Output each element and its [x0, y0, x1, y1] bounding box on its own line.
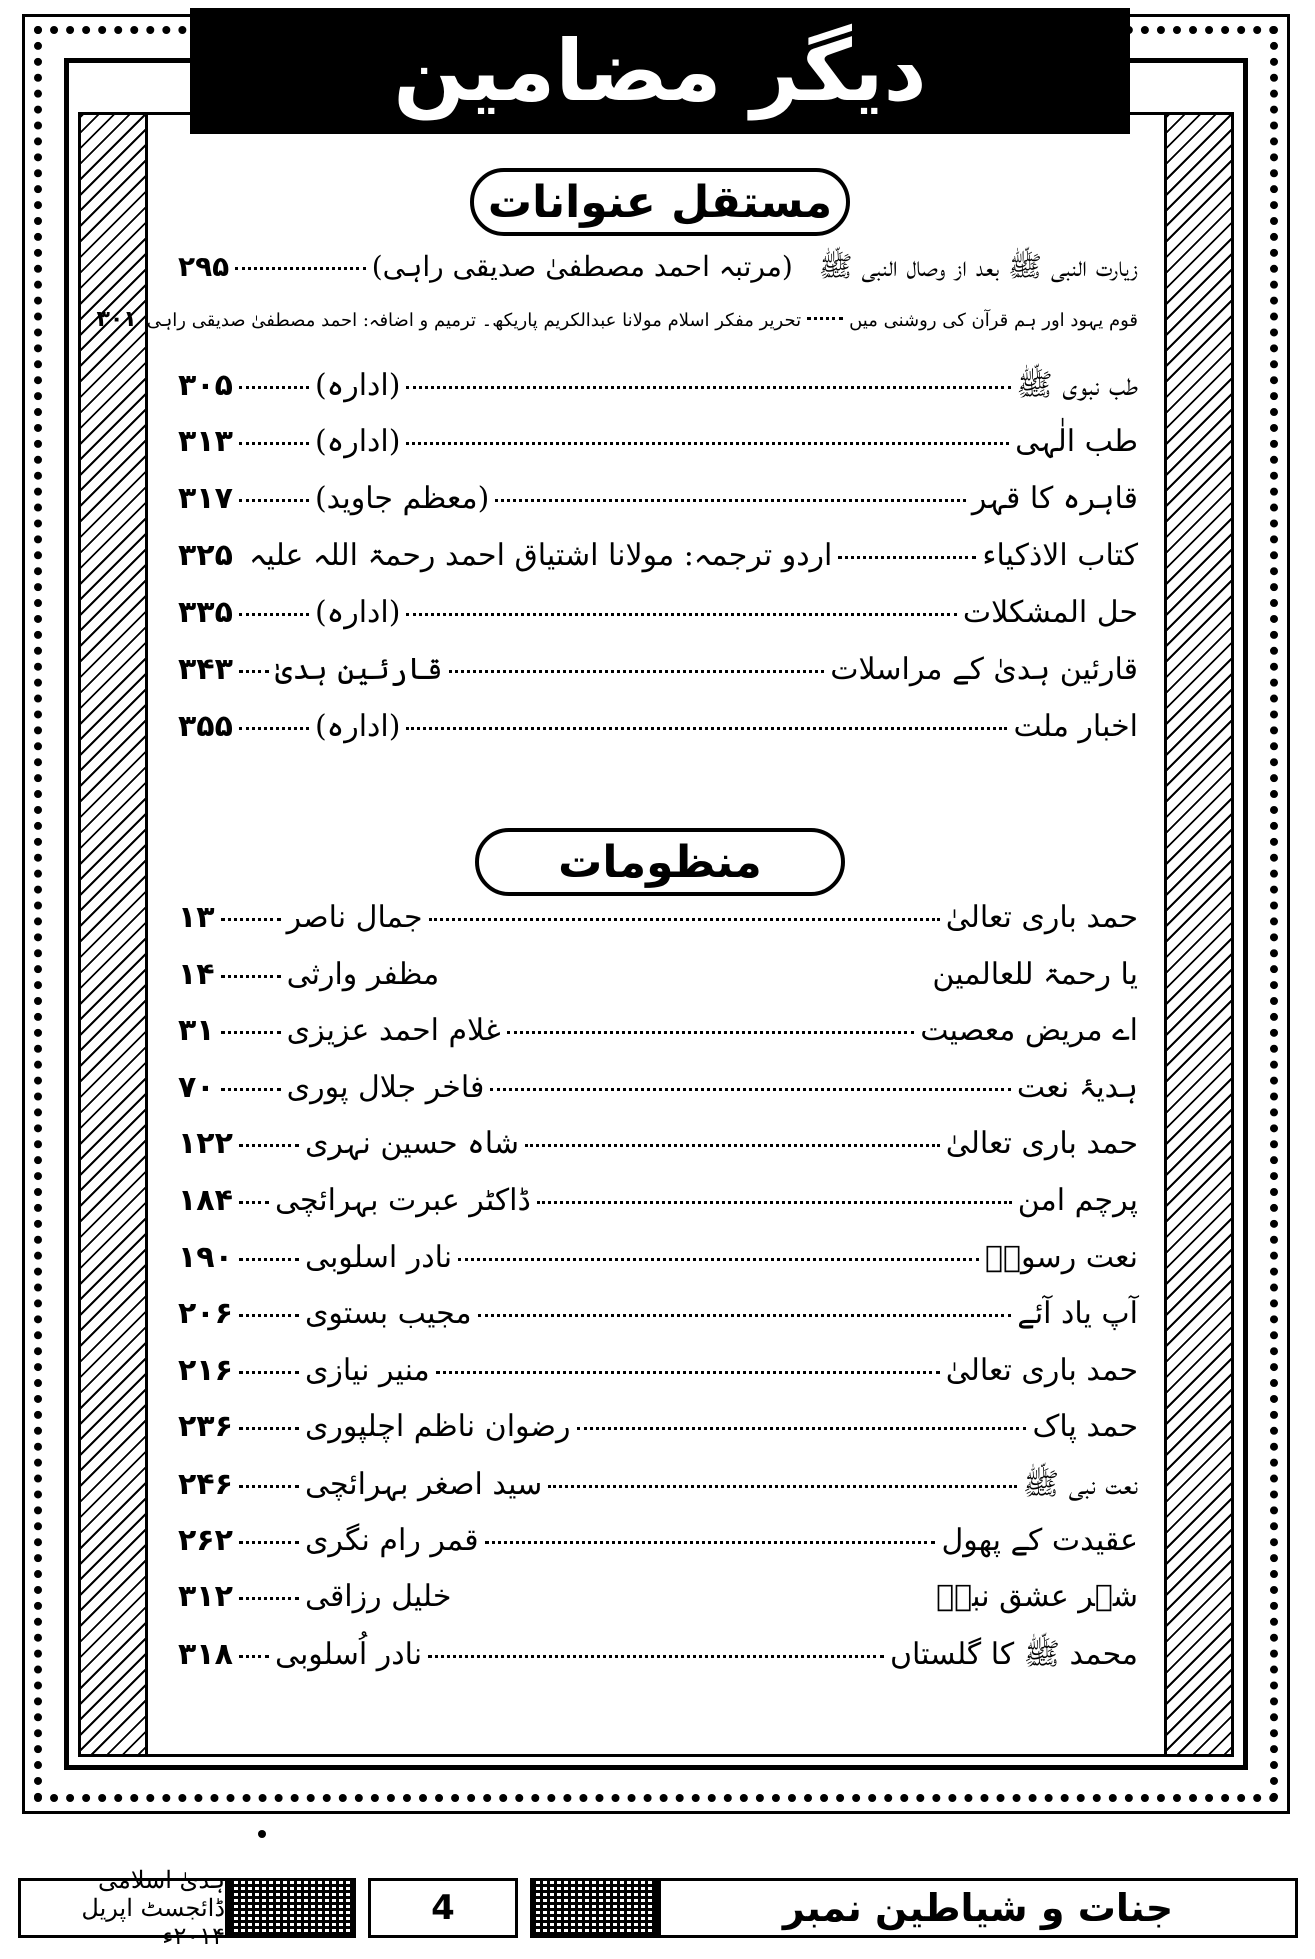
item-author: اردو ترجمہ: مولانا اشتیاق احمد رحمۃ اللہ علیہ: [248, 538, 833, 573]
footer-pattern-right: [530, 1878, 658, 1938]
title-banner: [190, 8, 1130, 134]
leader-dots: [406, 613, 956, 616]
toc-item[interactable]: [178, 1409, 1138, 1466]
decorative-dot: [258, 1830, 266, 1838]
toc-item[interactable]: [178, 1126, 1138, 1183]
leader-dots: [239, 1655, 269, 1658]
leader-dots: [239, 1541, 299, 1544]
item-title: نعت نبی ﷺ: [1022, 1466, 1138, 1502]
leader-dots: [239, 1144, 299, 1147]
page-title: دیگر مضامین: [393, 22, 927, 120]
item-author: مجیب بستوی: [304, 1296, 472, 1332]
item-author: نادر اُسلوبی: [274, 1636, 423, 1672]
item-author: خلیل رزاقی: [304, 1579, 452, 1615]
leader-dots: [239, 442, 309, 445]
item-page: ۲۴۶: [178, 1466, 233, 1502]
leader-dots: [490, 1088, 1011, 1091]
item-page: ۳۱۸: [178, 1636, 233, 1672]
item-author: مظفر وارثی: [286, 956, 440, 992]
item-page: ۲۳۶: [178, 1409, 233, 1445]
leader-dots: [449, 670, 825, 673]
item-author: منیر نیازی: [304, 1352, 430, 1388]
leader-dots: [239, 1427, 299, 1430]
item-page: ۱۴: [178, 956, 215, 992]
leader-dots: [239, 613, 309, 616]
toc-item[interactable]: [178, 1013, 1138, 1070]
section-heading-mustaqil: [470, 168, 850, 236]
item-author: غلام احمد عزیزی: [286, 1013, 501, 1049]
item-title: حمد باری تعالیٰ: [945, 1352, 1138, 1388]
item-author: قمر رام نگری: [304, 1522, 479, 1558]
leader-dots: [478, 1314, 1012, 1317]
item-page: ۱۳: [178, 900, 215, 935]
item-page: ۳۱: [178, 1013, 215, 1049]
item-title: حمد باری تعالیٰ: [945, 1126, 1138, 1162]
leader-dots: [221, 1088, 281, 1091]
leader-dots: [458, 1258, 979, 1261]
leader-dots: [239, 1314, 299, 1317]
item-author: نادر اسلوبی: [304, 1239, 453, 1275]
item-title: طب نبوی ﷺ: [1016, 368, 1138, 403]
leader-gap: [445, 975, 926, 978]
leader-dots: [239, 1258, 299, 1261]
item-author: (ادارہ): [314, 368, 401, 403]
item-author: فاخر جلال پوری: [286, 1069, 485, 1105]
item-author: ڈاکٹر عبرت بہرائچی: [274, 1182, 531, 1218]
item-title: شہر عشق نبیؐ: [936, 1579, 1138, 1615]
item-title: حل المشکلات: [962, 595, 1138, 630]
leader-dots: [507, 1031, 915, 1034]
toc-item[interactable]: [178, 250, 1138, 307]
leader-dots: [838, 556, 976, 559]
item-page: ۲۹۵: [178, 250, 230, 283]
leader-dots: [239, 727, 309, 730]
toc-item[interactable]: [178, 709, 1138, 766]
footer-magazine-name: ہدیٰ اسلامی ڈائجسٹ اپریل ۲۰۱۴ء: [18, 1878, 228, 1938]
item-author: جمال ناصر: [286, 900, 423, 935]
item-page: ۲۰۶: [178, 1296, 233, 1332]
item-title: طب الٰہی: [1015, 424, 1138, 459]
leader-dots: [221, 918, 281, 921]
leader-dots: [429, 918, 940, 921]
item-author: تحریر مفکر اسلام مولانا عبدالکریم پاریکھ۔ ترمیم و اضافہ: احمد مصطفیٰ صدیقی راہی: [146, 310, 802, 331]
item-page: ۳۴۳: [178, 652, 233, 687]
toc-item[interactable]: [178, 1240, 1138, 1297]
item-title: عقیدت کے پھول: [941, 1522, 1138, 1558]
page-footer: [18, 1866, 1298, 1950]
item-page: ۱۲۲: [178, 1126, 233, 1162]
item-title: ہدیۂ نعت: [1016, 1069, 1138, 1105]
toc-item[interactable]: [178, 1183, 1138, 1240]
item-page: ۳۰۵: [178, 368, 233, 403]
leader-dots: [485, 1541, 936, 1544]
item-page: ۳۱۳: [178, 424, 233, 459]
footer-pattern-left: [228, 1878, 356, 1938]
leader-dots: [436, 1371, 940, 1374]
toc-item[interactable]: [178, 957, 1138, 1014]
item-title: نعت رسولؐ: [985, 1239, 1138, 1275]
item-title: قارئین ہدیٰ کے مراسلات: [830, 652, 1138, 687]
item-page: ۲۱۶: [178, 1352, 233, 1388]
item-title: کتاب الاذکیاء: [982, 538, 1138, 573]
item-page: ۳۲۵: [178, 538, 233, 573]
item-page: ۳۱۷: [178, 481, 233, 516]
toc-item[interactable]: [178, 1353, 1138, 1410]
item-page: ۳۱۲: [178, 1579, 233, 1615]
leader-dots: [428, 1655, 884, 1658]
toc-item[interactable]: [178, 1523, 1138, 1580]
item-page: ۳۰۱: [96, 307, 137, 332]
item-title: اے مریض معصیت: [920, 1013, 1138, 1049]
leader-dots: [221, 975, 281, 978]
section-heading-text: مستقل عنوانات: [487, 176, 833, 228]
item-page: ۷۰: [178, 1069, 215, 1105]
item-author: (ادارہ): [314, 595, 401, 630]
leader-dots: [548, 1485, 1017, 1488]
toc-item[interactable]: [178, 1070, 1138, 1127]
item-page: ۳۳۵: [178, 595, 233, 630]
toc-item[interactable]: [178, 424, 1138, 481]
item-author: قارئین ہدیٰ: [274, 652, 443, 687]
toc-list-manzoomat: [178, 900, 1138, 1692]
item-title: یا رحمۃ للعالمین: [932, 956, 1138, 992]
item-title: آپ یاد آئے: [1017, 1296, 1138, 1332]
leader-dots: [406, 442, 1009, 445]
leader-dots: [239, 386, 309, 389]
footer-page-number: 4: [368, 1878, 518, 1938]
item-author: (ادارہ): [314, 709, 401, 744]
toc-item[interactable]: [178, 481, 1138, 538]
leader-dots: [235, 267, 365, 270]
leader-gap: [457, 1597, 930, 1600]
leader-dots: [239, 670, 269, 673]
leader-dots: [239, 1597, 299, 1600]
item-page: ۳۵۵: [178, 709, 233, 744]
item-title: اخبار ملت: [1013, 709, 1138, 744]
leader-dots: [406, 727, 1007, 730]
hatched-border-left: [78, 112, 148, 1757]
item-title: قوم یہود اور ہم قرآن کی روشنی میں: [849, 310, 1138, 331]
item-title: زیارت النبی ﷺ بعد از وصال النبی ﷺ: [818, 250, 1138, 283]
section-heading-text: منظومات: [558, 836, 762, 888]
leader-dots: [807, 317, 843, 320]
hatched-border-right: [1164, 112, 1234, 1757]
toc-item[interactable]: [178, 538, 1138, 595]
item-author: (ادارہ): [314, 424, 401, 459]
leader-dots: [495, 499, 966, 502]
toc-item[interactable]: [178, 1296, 1138, 1353]
toc-item[interactable]: [178, 595, 1138, 652]
item-author: (معظم جاوید): [314, 481, 490, 516]
item-author: سید اصغر بہرائچی: [304, 1466, 543, 1502]
toc-item[interactable]: [178, 1466, 1138, 1523]
item-title: پرچم امن: [1017, 1182, 1138, 1218]
leader-dots: [239, 1485, 299, 1488]
toc-item[interactable]: [96, 307, 1138, 367]
section-heading-manzoomat: [475, 828, 845, 896]
item-title: حمد پاک: [1032, 1409, 1138, 1445]
toc-item[interactable]: [178, 1636, 1138, 1693]
item-author: رضوان ناظم اچلپوری: [304, 1409, 571, 1445]
toc-item[interactable]: [178, 367, 1138, 424]
toc-list-mustaqil: [96, 250, 1138, 766]
item-title: حمد باری تعالیٰ: [945, 900, 1138, 935]
leader-dots: [537, 1201, 1012, 1204]
item-author: (مرتبہ احمد مصطفیٰ صدیقی راہی): [371, 250, 793, 283]
item-page: ۲۶۲: [178, 1522, 233, 1558]
item-page: ۱۸۴: [178, 1182, 233, 1218]
leader-dots: [221, 1031, 281, 1034]
leader-dots: [406, 386, 1010, 389]
leader-dots: [239, 499, 309, 502]
item-author: شاہ حسین نہری: [304, 1126, 520, 1162]
item-title: قاہرہ کا قہر: [971, 481, 1138, 516]
footer-issue-title: جنات و شیاطین نمبر: [658, 1878, 1298, 1938]
leader-dots: [239, 1201, 269, 1204]
toc-item[interactable]: [178, 652, 1138, 709]
item-title: محمد ﷺ کا گلستاں: [890, 1636, 1138, 1672]
leader-dots: [577, 1427, 1027, 1430]
toc-item[interactable]: [178, 1579, 1138, 1636]
leader-dots: [525, 1144, 940, 1147]
item-page: ۱۹۰: [178, 1239, 233, 1275]
leader-dots: [239, 1371, 299, 1374]
toc-item[interactable]: [178, 900, 1138, 957]
